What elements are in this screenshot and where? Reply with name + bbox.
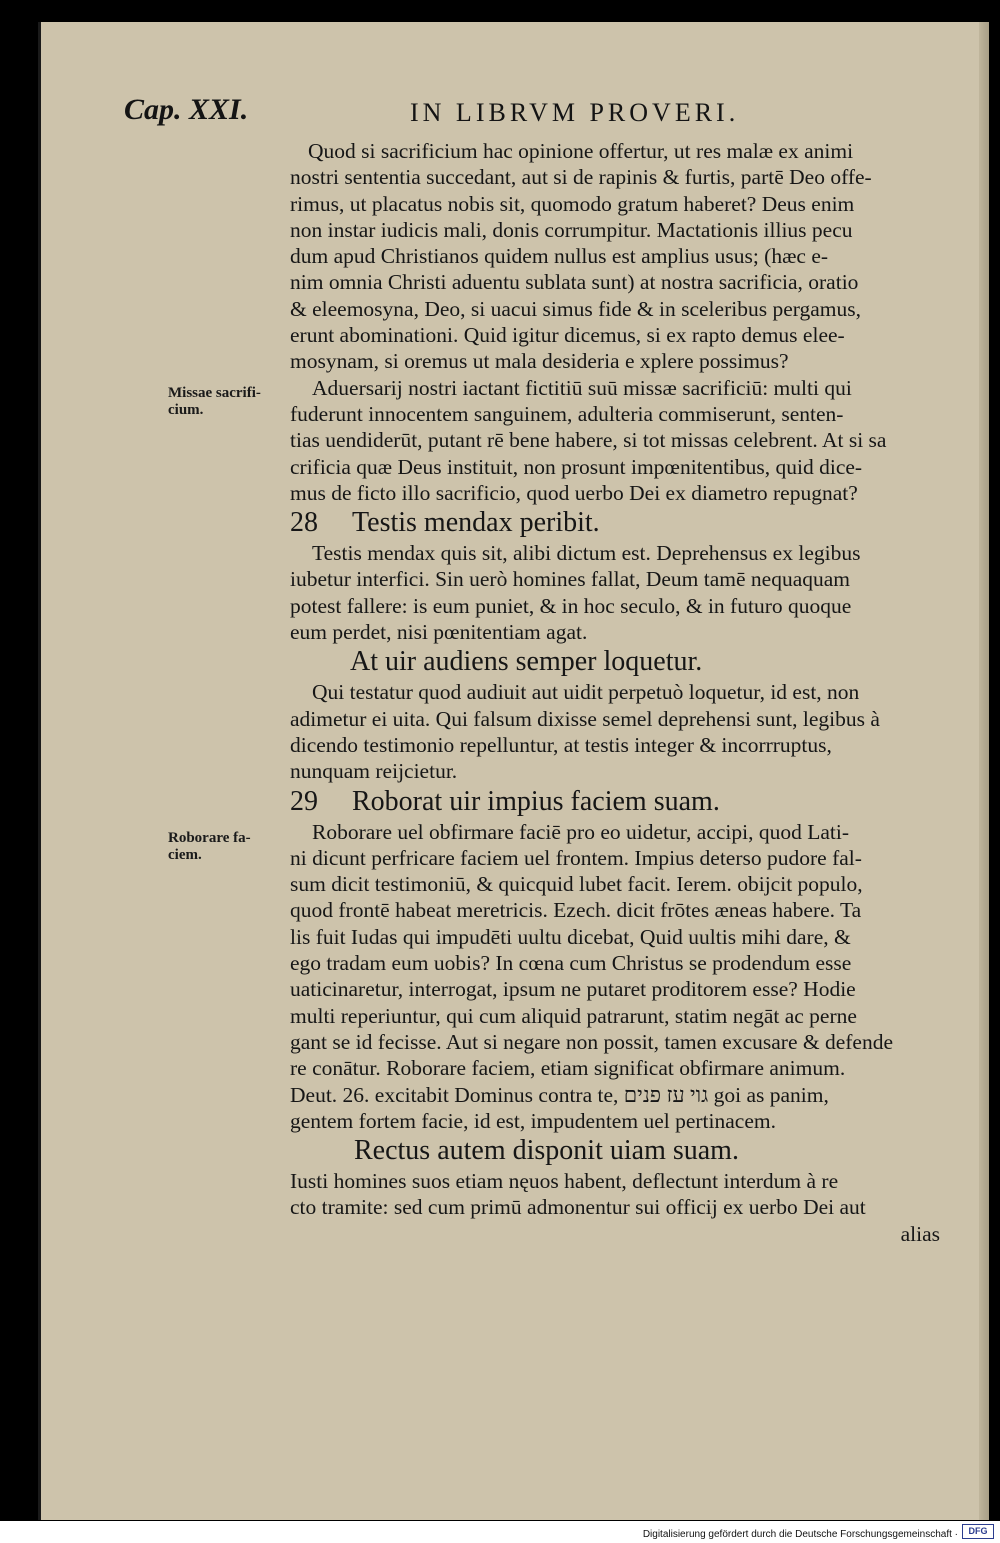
catchword: alias — [900, 1221, 940, 1246]
verse-text: Testis mendax peribit. — [352, 507, 600, 539]
page-edge — [979, 22, 989, 1520]
verse-heading-29 — [290, 785, 940, 819]
marginal-note-line: cium. — [168, 402, 204, 418]
dfg-logo: DFG — [962, 1524, 994, 1539]
text-line: iubetur interfici. Sin uerò homines fallat, Deum tamē nequaquam — [290, 567, 851, 592]
marginal-note-line: Roborare fa- — [168, 830, 251, 846]
text-line: Qui testatur quod audiuit aut uidit perpetuò loquetur, id est, non — [312, 680, 860, 705]
text-line: crificia quæ Deus instituit, non prosunt impœnitentibus, quid dice- — [290, 454, 863, 479]
chapter-heading: Cap. XXI. — [124, 93, 249, 126]
funding-credit: Digitalisierung gefördert durch die Deutsche Forschungsgemeinschaft · — [642, 1529, 958, 1540]
text-line: nunquam reijcietur. — [290, 759, 458, 784]
text-line: re conātur. Roborare faciem, etiam significat obfirmare animum. — [290, 1056, 846, 1081]
text-line: & eleemosyna, Deo, si uacui simus fide & in sceleribus pergamus, — [290, 296, 862, 321]
text-line: gentem fortem facie, id est, impudentem uel pertinacem. — [290, 1108, 776, 1133]
text-line: eum perdet, nisi pœnitentiam agat. — [290, 620, 588, 645]
marginal-note-roborare — [168, 830, 278, 864]
text-line: Testis mendax quis sit, alibi dictum est. Deprehensus ex legibus — [312, 541, 861, 566]
text-line: dum apud Christianos quidem nullus est amplius usus; (hæc e- — [290, 244, 829, 269]
verse-number: 29 — [290, 785, 318, 817]
marginal-note-missae — [168, 385, 278, 419]
text-line: nostri sententia succedant, aut si de rapinis & furtis, partē Deo offe- — [290, 165, 872, 190]
text-line: lis fuit Iudas qui impudēti uultu dicebat, Quid uultis mihi dare, & — [290, 924, 851, 949]
text-line: dicendo testimonio repelluntur, at testis integer & incorrruptus, — [290, 732, 832, 757]
text-line: gant se id fecisse. Aut si negare non possit, tamen excusare & defende — [290, 1029, 894, 1054]
text-line: Aduersarij nostri iactant fictitiū suū missæ sacrificiū: multi qui — [312, 375, 852, 400]
text-line: ni dicunt perfricare faciem uel frontem. Impius deterso pudore fal- — [290, 845, 862, 870]
text-line: Quod si sacrificium hac opinione offertur, ut res malæ ex animi — [308, 139, 854, 163]
text-line: rimus, ut placatus nobis sit, quomodo gratum haberet? Deus enim — [290, 191, 855, 216]
footer-bar — [0, 1521, 1000, 1543]
marginal-note-line: ciem. — [168, 847, 202, 863]
verse-heading-28 — [290, 506, 940, 540]
text-line: multi reperiuntur, qui cum aliquid patrarunt, statim negāt ac perne — [290, 1003, 857, 1028]
text-line: sum dicit testimoniū, & quicquid lubet facit. Ierem. obijcit populo, — [290, 872, 863, 897]
text-line: quod frontē habeat meretricis. Ezech. dicit frōtes æneas habere. Ta — [290, 898, 862, 923]
text-line: potest fallere: is eum puniet, & in hoc seculo, & in futuro quoque — [290, 593, 852, 618]
text-line: Deut. 26. excitabit Dominus contra te, גוי עז פנים goi as panim, — [290, 1082, 829, 1107]
text-line: cto tramite: sed cum primū admonentur sui officij ex uerbo Dei aut — [290, 1195, 866, 1220]
text-line: ego tradam eum uobis? In cœna cum Christus se prodendum esse — [290, 951, 852, 976]
text-line: Iusti homines suos etiam nęuos habent, deflectunt interdum à re — [290, 1169, 839, 1194]
verse-text: Roborat uir impius faciem suam. — [352, 785, 720, 817]
text-line: tias uendiderūt, putant rē bene habere, si tot missas celebrent. At si sa — [290, 428, 887, 453]
verse-heading: At uir audiens semper loquetur. — [350, 646, 703, 678]
text-line: nim omnia Christi aduentu sublata sunt) at nostra sacrificia, oratio — [290, 270, 859, 295]
verse-number: 28 — [290, 507, 318, 539]
text-line: non instar iudicis mali, donis corrumpitur. Mactationis illius pecu — [290, 217, 853, 242]
main-text-block — [290, 138, 940, 1247]
text-line: mosynam, si oremus ut mala desideria e xplere possimus? — [290, 349, 789, 374]
text-line: mus de ficto illo sacrificio, quod uerbo Dei ex diametro repugnat? — [290, 480, 858, 505]
text-line: Roborare uel obfirmare faciē pro eo uidetur, accipi, quod Lati- — [312, 819, 850, 844]
text-line: uaticinaretur, interrogat, ipsum ne putaret proditorem esse? Hodie — [290, 977, 856, 1002]
text-line: erunt abominationi. Quid igitur dicemus, si ex rapto demus elee- — [290, 323, 845, 348]
verse-heading: Rectus autem disponit uiam suam. — [354, 1135, 739, 1167]
marginal-note-line: Missae sacrifi- — [168, 385, 261, 401]
text-line: fuderunt innocentem sanguinem, adulteria commiserunt, senten- — [290, 401, 844, 426]
running-title: IN LIBRVM PROVERI. — [410, 98, 740, 127]
text-line: adimetur ei uita. Qui falsum dixisse semel deprehensi sunt, legibus à — [290, 706, 880, 731]
